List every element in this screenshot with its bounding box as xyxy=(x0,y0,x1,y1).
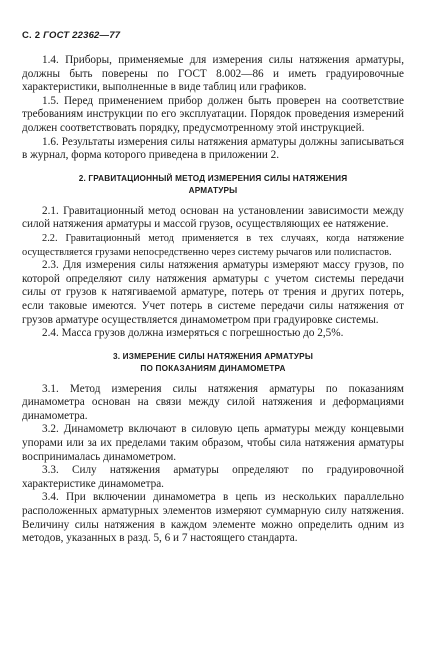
paragraph-2-3: 2.3. Для измерения силы натяжения арматуры измеряют массу грузов, по которой определяют силу натяжения арматуры с учетом системы передачи силы от грузов к натягиваемой арматуре, потерь от трения и других потерь, если таковые имеются. Учет потерь в системе передачи силы натяжения от грузов арматуре осуществляется динамометром при градуировке системы. xyxy=(22,259,404,326)
paragraph-3-1: 3.1. Метод измерения силы натяжения арматуры по показаниям динамометра основан на связи между силой натяжения и деформациями динамометра. xyxy=(22,382,404,422)
page-header xyxy=(22,30,404,41)
paragraph-2-2: 2.2. Гравитационный метод применяется в тех случаях, когда натяжение осуществляется грузами непосредственно через систему рычагов или полиспастов. xyxy=(22,232,404,258)
paragraph-3-4: 3.4. При включении динамометра в цепь из нескольких параллельно расположенных арматурных элементов измеряют суммарную силу натяжения. Величину силы натяжения в каждом элементе можно определить одним из методов, указанных в разд. 5, 6 и 7 настоящего стандарта. xyxy=(22,491,404,545)
paragraph-2-1: 2.1. Гравитационный метод основан на установлении зависимости между силой натяжения арматуры и массой грузов, осуществляющих ее натяжение. xyxy=(22,204,404,231)
section-2-title-line-2: АРМАТУРЫ xyxy=(188,185,238,195)
paragraph-1-4: 1.4. Приборы, применяемые для измерения силы натяжения арматуры, должны быть поверены по ГОСТ 8.002—86 и иметь градуировочные характеристики, выполненные в виде таблиц или графиков. xyxy=(22,54,404,94)
paragraph-1-6: 1.6. Результаты измерения силы натяжения арматуры должны записываться в журнал, форма которого приведена в приложении 2. xyxy=(22,135,404,162)
section-2-title-line-1: 2. ГРАВИТАЦИОННЫЙ МЕТОД ИЗМЕРЕНИЯ СИЛЫ НАТЯЖЕНИЯ xyxy=(78,173,348,183)
paragraph-3-2: 3.2. Динамометр включают в силовую цепь арматуры между концевыми упорами или за их пределами таким образом, чтобы сила натяжения арматуры воспринималась динамометром. xyxy=(22,423,404,463)
paragraph-3-3: 3.3. Силу натяжения арматуры определяют по градуировочной характеристике динамометра. xyxy=(22,464,404,490)
page-number: С. 2 xyxy=(22,30,41,41)
section-3-title-line-2: ПО ПОКАЗАНИЯМ ДИНАМОМЕТРА xyxy=(140,363,286,373)
paragraph-2-4: 2.4. Масса грузов должна измеряться с погрешностью до 2,5%. xyxy=(42,327,344,340)
section-3-title xyxy=(22,351,404,375)
paragraph-1-5: 1.5. Перед применением прибор должен быть проверен на соответствие требованиям инструкции по его эксплуатации. Порядок проведения измерений должен соответствовать порядку, предусмотренному этой инструкцией. xyxy=(22,94,404,134)
standard-code: ГОСТ 22362—77 xyxy=(43,30,121,41)
section-2-title xyxy=(22,173,404,197)
section-3-title-line-1: 3. ИЗМЕРЕНИЕ СИЛЫ НАТЯЖЕНИЯ АРМАТУРЫ xyxy=(112,351,314,361)
